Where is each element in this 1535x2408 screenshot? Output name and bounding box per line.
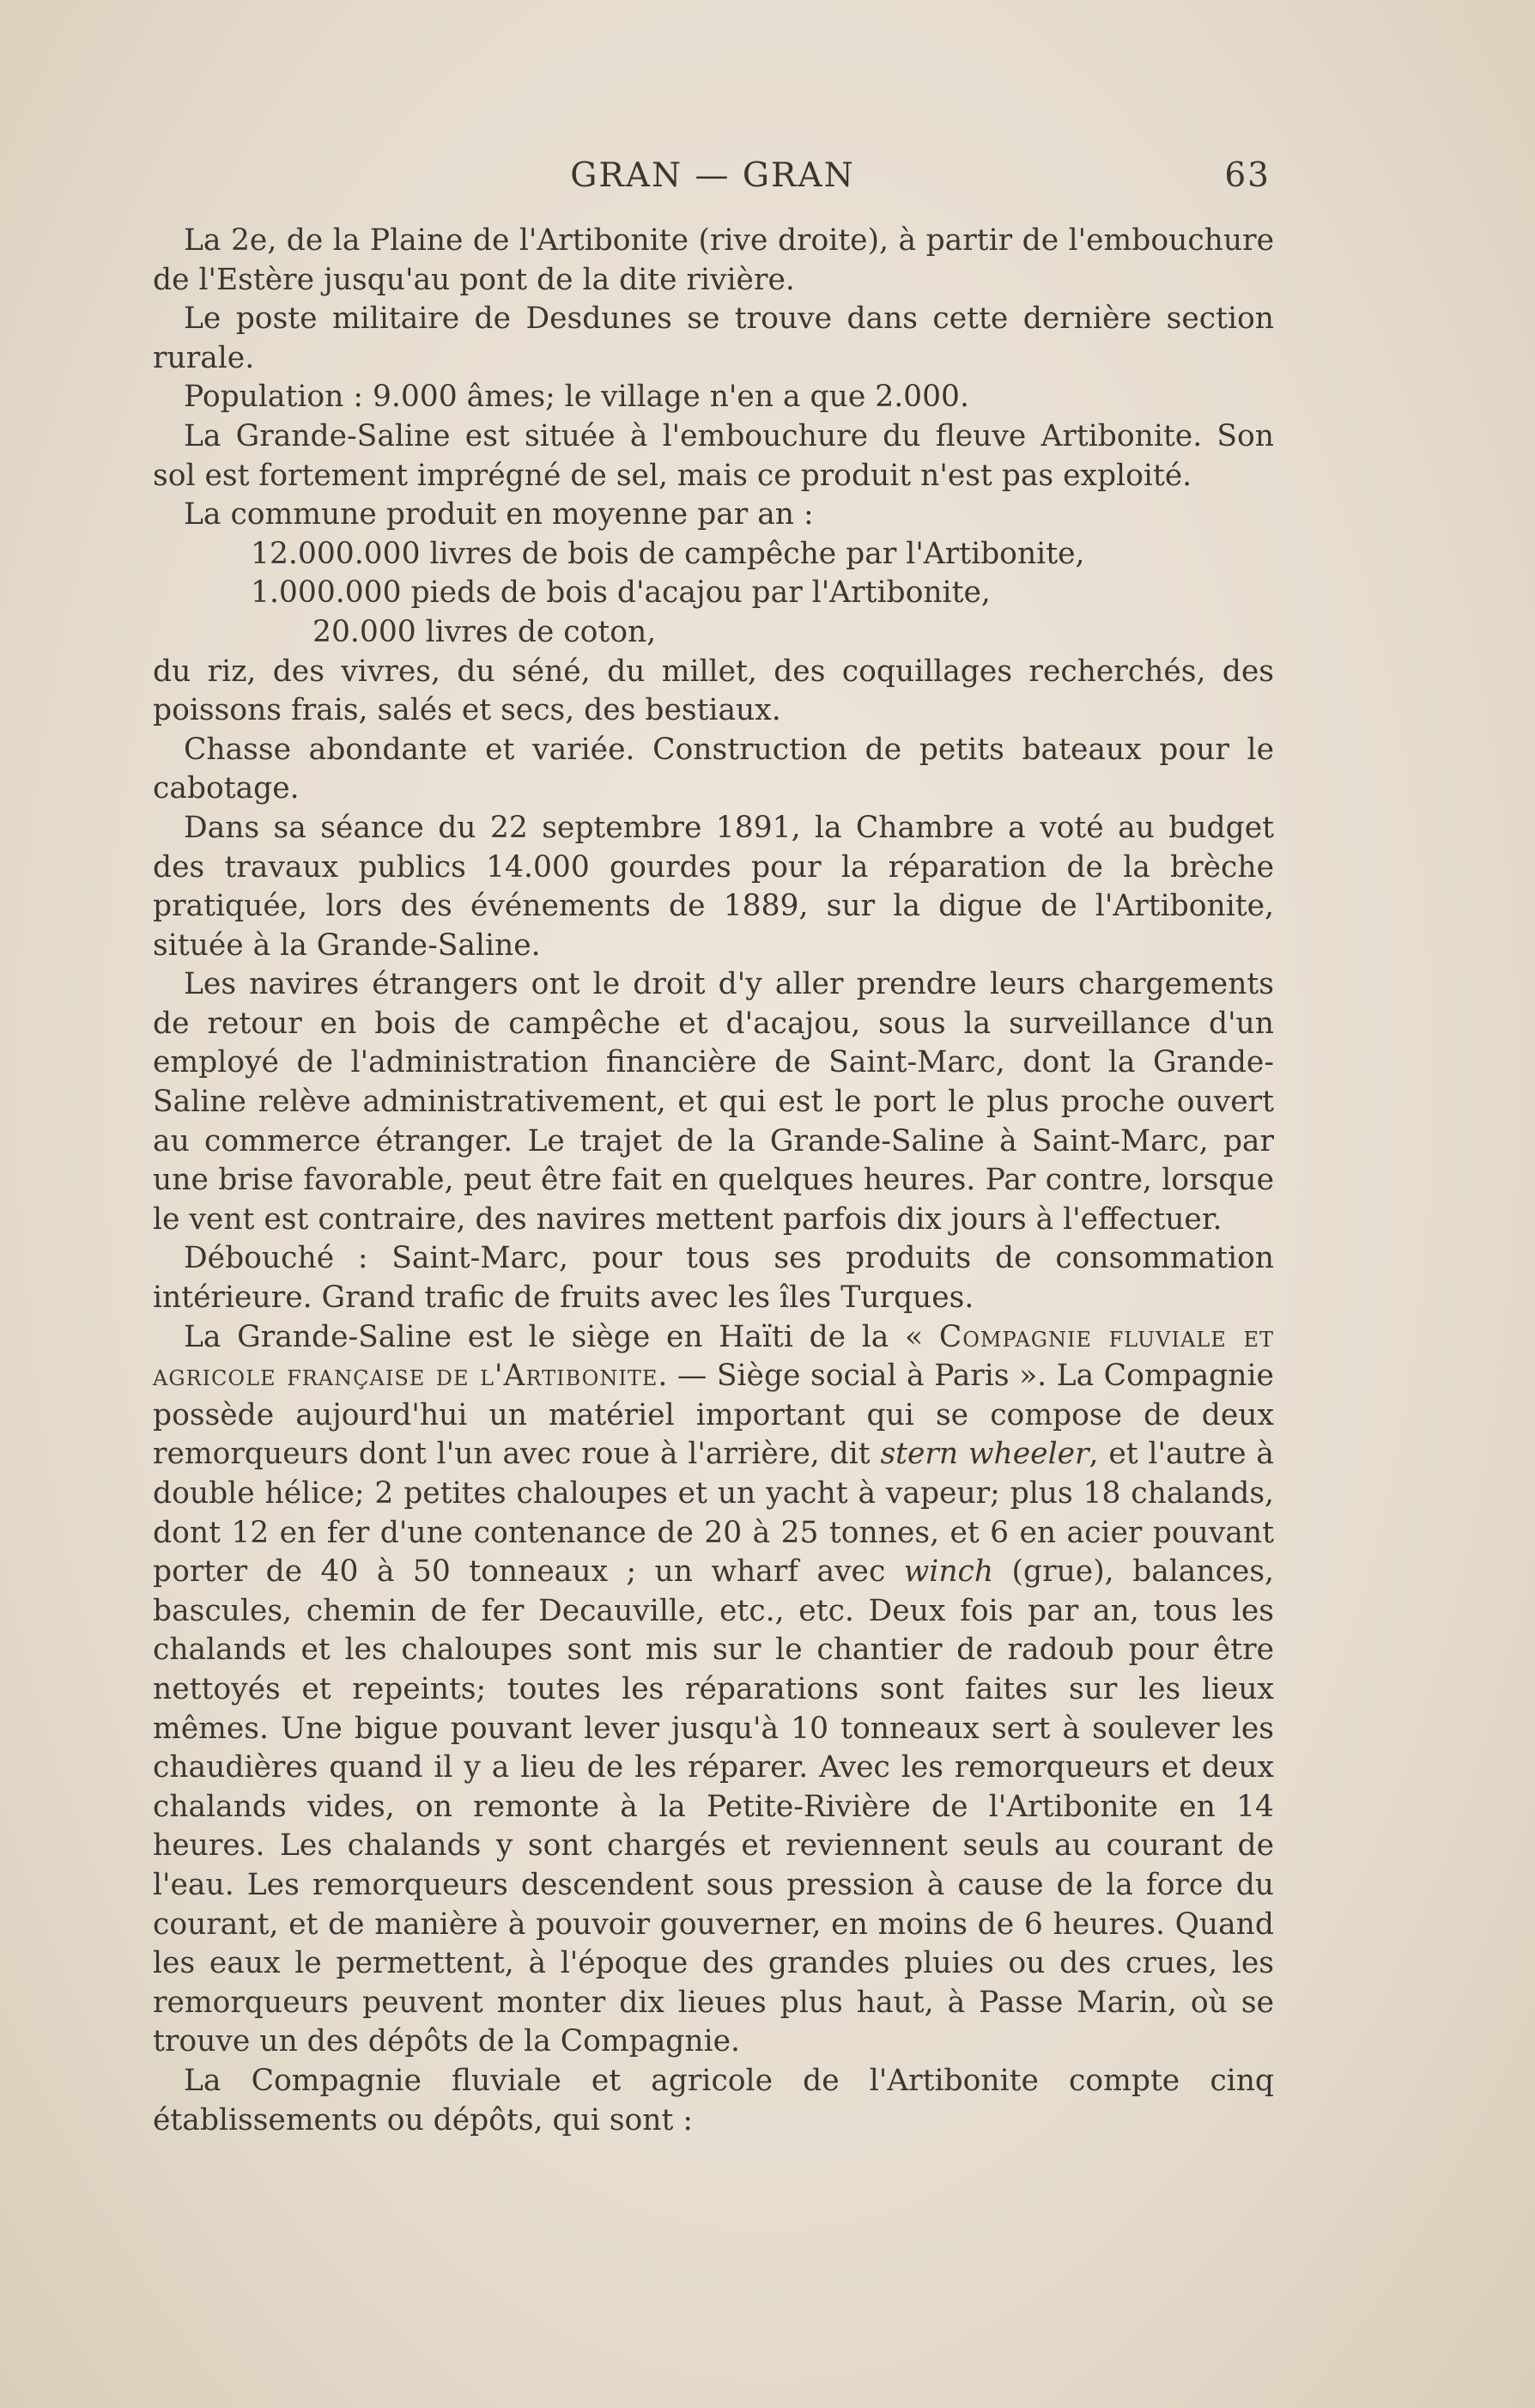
compagnie-text-before: La Grande-Saline est le siège en Haïti de la « xyxy=(184,1319,939,1354)
paragraph-poste-militaire: Le poste militaire de Desdunes se trouve dans cette dernière section rurale. xyxy=(153,301,1274,375)
winch-term: winch xyxy=(903,1554,994,1590)
paragraph-etablissements: La Compagnie fluviale et agricole de l'Artibonite compte cinq établissements ou dépôts, qui sont : xyxy=(153,2063,1274,2137)
paragraph-grande-saline: La Grande-Saline est située à l'embouchure du fleuve Artibonite. Son sol est fortement imprégné de sel, mais ce produit n'est pas exploité. xyxy=(153,418,1274,493)
production-item-acajou: 1.000.000 pieds de bois d'acajou par l'Artibonite, xyxy=(251,575,991,611)
compagnie-text-after-stern: , et l'autre à double hélice; 2 petites chaloupes et un yacht à vapeur; plus 18 chalands, dont 12 en fer d'une contenance de 20 à 25 tonnes, et 6 en acier pouvant porter de 40 à 50 tonneaux ; un wharf avec xyxy=(153,1437,1274,1590)
paragraph-navires: Les navires étrangers ont le droit d'y aller prendre leurs chargements de retour en bois de campêche et d'acajou, sous la surveillance d'un employé de l'administration financière de Saint-Marc, dont la Grande-Saline relève administrativement, et qui est le port le plus proche ouvert au commerce étranger. Le trajet de la Grande-Saline à Saint-Marc, par une brise favorable, peut être fait en quelques heures. Par contre, lorsque le vent est contraire, des navires mettent parfois dix jours à l'effectuer. xyxy=(153,967,1274,1237)
company-name: Compagnie fluviale et agricole française de l'Artibonite xyxy=(153,1319,1274,1394)
stern-wheeler-term: stern wheeler xyxy=(880,1437,1089,1472)
running-header xyxy=(155,156,1271,199)
production-item-coton: 20.000 livres de coton, xyxy=(312,614,657,649)
paragraph-section-two: La 2e, de la Plaine de l'Artibonite (rive droite), à partir de l'embouchure de l'Estère jusqu'au pont de la dite rivière. xyxy=(153,223,1274,297)
compagnie-text-end: (grue), balances, bascules, chemin de fer Decauville, etc., etc. Deux fois par an, tous les chalands et les chaloupes sont mis sur le chantier de radoub pour être nettoyés et repeints; toutes les réparations sont faites sur les lieux mêmes. Une bigue pouvant lever jusqu'à 10 tonneaux sert à soulever les chaudières quand il y a lieu de les réparer. Avec les remorqueurs et deux chalands vides, on remonte à la Petite-Rivière de l'Artibonite en 14 heures. Les chalands y sont chargés et reviennent seuls au courant de l'eau. Les remorqueurs descendent sous pression à cause de la force du courant, et de manière à pouvoir gouverner, en moins de 6 heures. Quand les eaux le permettent, à l'époque des grandes pluies ou des crues, les remorqueurs peuvent monter dix lieues plus haut, à Passe Marin, où se trouve un des dépôts de la Compagnie. xyxy=(153,1554,1274,2059)
paragraph-chasse: Chasse abondante et variée. Construction de petits bateaux pour le cabotage. xyxy=(153,732,1274,806)
paragraph-seance: Dans sa séance du 22 septembre 1891, la Chambre a voté au budget des travaux publics 14.000 gourdes pour la réparation de la brèche pratiquée, lors des événements de 1889, sur la digue de l'Artibonite, située à la Grande-Saline. xyxy=(153,810,1274,963)
page-number: 63 xyxy=(1224,156,1271,195)
body-text xyxy=(153,222,1274,2140)
running-title: GRAN — GRAN xyxy=(570,156,855,195)
paragraph-compagnie xyxy=(153,1318,1274,2062)
production-item-campeche: 12.000.000 livres de bois de campêche par l'Artibonite, xyxy=(251,536,1085,571)
paragraph-debouche: Débouché : Saint-Marc, pour tous ses produits de consommation intérieure. Grand trafic de fruits avec les îles Turques. xyxy=(153,1241,1274,1316)
paragraph-other-products: du riz, des vivres, du séné, du millet, des coquillages recherchés, des poissons frais, salés et secs, des bestiaux. xyxy=(153,654,1274,728)
paragraph-production-intro: La commune produit en moyenne par an : xyxy=(184,497,814,532)
compagnie-text-middle: . — Siège social à Paris ». La Compagnie possède aujourd'hui un matériel important qui se compose de deux remorqueurs dont l'un avec roue à l'arrière, dit xyxy=(153,1359,1274,1472)
paragraph-population: Population : 9.000 âmes; le village n'en a que 2.000. xyxy=(184,380,969,415)
